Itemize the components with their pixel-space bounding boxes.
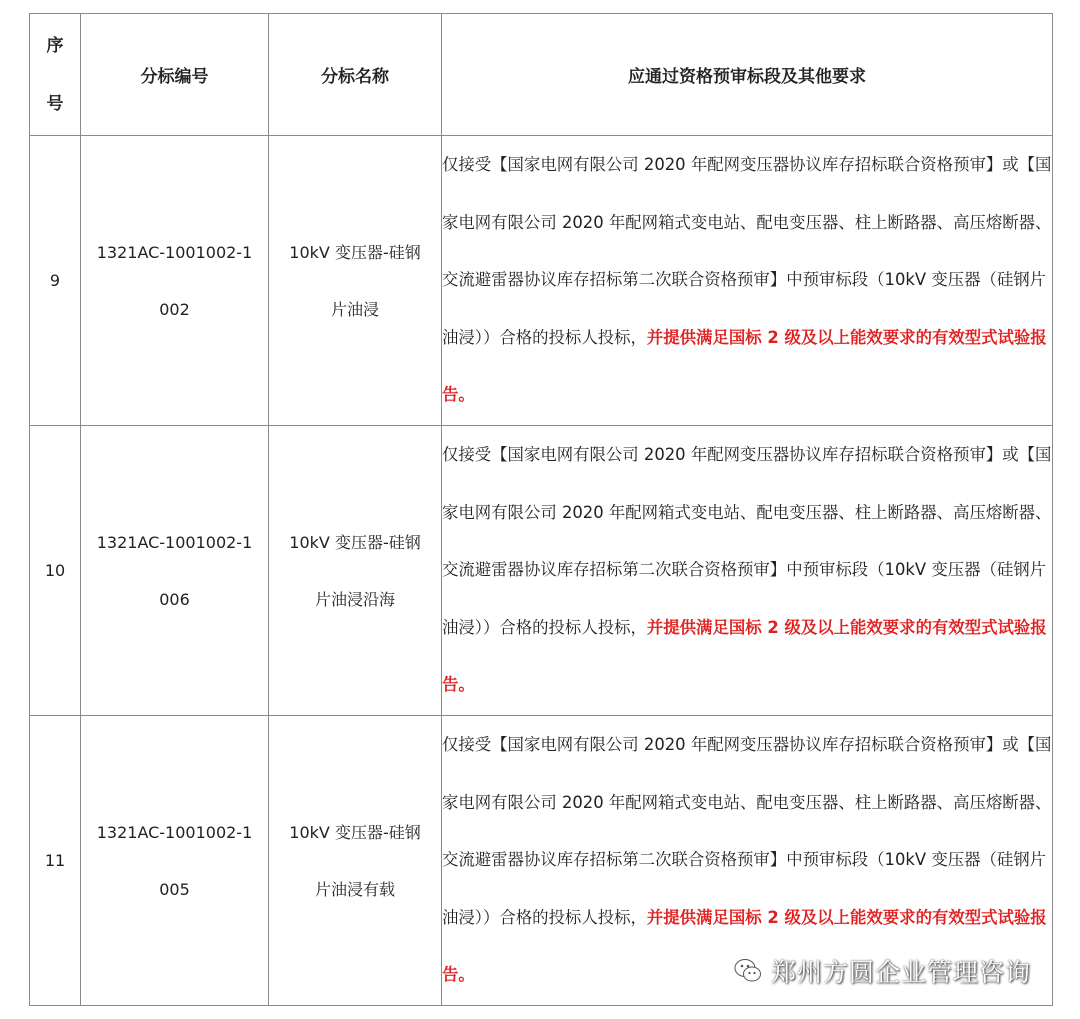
row-name <box>269 136 442 426</box>
row-code <box>81 426 269 716</box>
row-code-line2: 006 <box>159 589 190 609</box>
table-header <box>30 14 1053 136</box>
requirements-text: 仅接受【国家电网有限公司 2020 年配网变压器协议库存招标联合资格预审】或【国家电网有限公司 2020 年配网箱式变电站、配电变压器、柱上断路器、高压熔断器、交流避雷器协议库存招标第二次联合资格预审】中预审标段（10kV 变压器（硅钢片油浸））合格的投标人投标， <box>442 445 1052 637</box>
row-seq: 11 <box>30 716 81 1006</box>
requirements-highlight: 并提供满足国标 2 级及以上能效要求的有效型式试验报告。 <box>442 907 1047 984</box>
watermark <box>733 953 1031 989</box>
bid-section-table <box>29 13 1053 1006</box>
watermark-text: 郑州方圆企业管理咨询 <box>771 958 1032 987</box>
row-seq: 9 <box>30 136 81 426</box>
table-row <box>30 136 1053 426</box>
row-code <box>81 716 269 1006</box>
row-name-line1: 10kV 变压器-硅钢 <box>289 532 421 552</box>
header-requirements: 应通过资格预审标段及其他要求 <box>442 14 1053 136</box>
header-name: 分标名称 <box>269 14 442 136</box>
header-seq-line2: 号 <box>46 93 64 114</box>
header-row <box>30 14 1053 136</box>
header-seq <box>30 14 81 136</box>
row-code-line2: 002 <box>159 299 190 319</box>
row-requirements <box>442 136 1053 426</box>
row-seq: 10 <box>30 426 81 716</box>
row-name-line2: 片油浸有载 <box>314 879 395 899</box>
row-name <box>269 716 442 1006</box>
row-code-line1: 1321AC-1001002-1 <box>96 822 253 842</box>
row-name-line1: 10kV 变压器-硅钢 <box>289 822 421 842</box>
row-code-line1: 1321AC-1001002-1 <box>96 242 253 262</box>
row-code <box>81 136 269 426</box>
row-name <box>269 426 442 716</box>
row-name-line1: 10kV 变压器-硅钢 <box>289 242 421 262</box>
row-code-line1: 1321AC-1001002-1 <box>96 532 253 552</box>
header-code: 分标编号 <box>81 14 269 136</box>
wechat-icon <box>733 956 763 986</box>
row-name-line2: 片油浸 <box>330 299 379 319</box>
row-code-line2: 005 <box>159 879 190 899</box>
requirements-highlight: 并提供满足国标 2 级及以上能效要求的有效型式试验报告。 <box>442 327 1047 404</box>
row-requirements <box>442 426 1053 716</box>
requirements-text: 仅接受【国家电网有限公司 2020 年配网变压器协议库存招标联合资格预审】或【国家电网有限公司 2020 年配网箱式变电站、配电变压器、柱上断路器、高压熔断器、交流避雷器协议库存招标第二次联合资格预审】中预审标段（10kV 变压器（硅钢片油浸））合格的投标人投标， <box>442 155 1052 347</box>
header-seq-line1: 序 <box>46 35 64 56</box>
requirements-highlight: 并提供满足国标 2 级及以上能效要求的有效型式试验报告。 <box>442 617 1047 694</box>
row-name-line2: 片油浸沿海 <box>314 589 395 609</box>
table-row <box>30 426 1053 716</box>
requirements-text: 仅接受【国家电网有限公司 2020 年配网变压器协议库存招标联合资格预审】或【国家电网有限公司 2020 年配网箱式变电站、配电变压器、柱上断路器、高压熔断器、交流避雷器协议库存招标第二次联合资格预审】中预审标段（10kV 变压器（硅钢片油浸））合格的投标人投标， <box>442 735 1052 927</box>
